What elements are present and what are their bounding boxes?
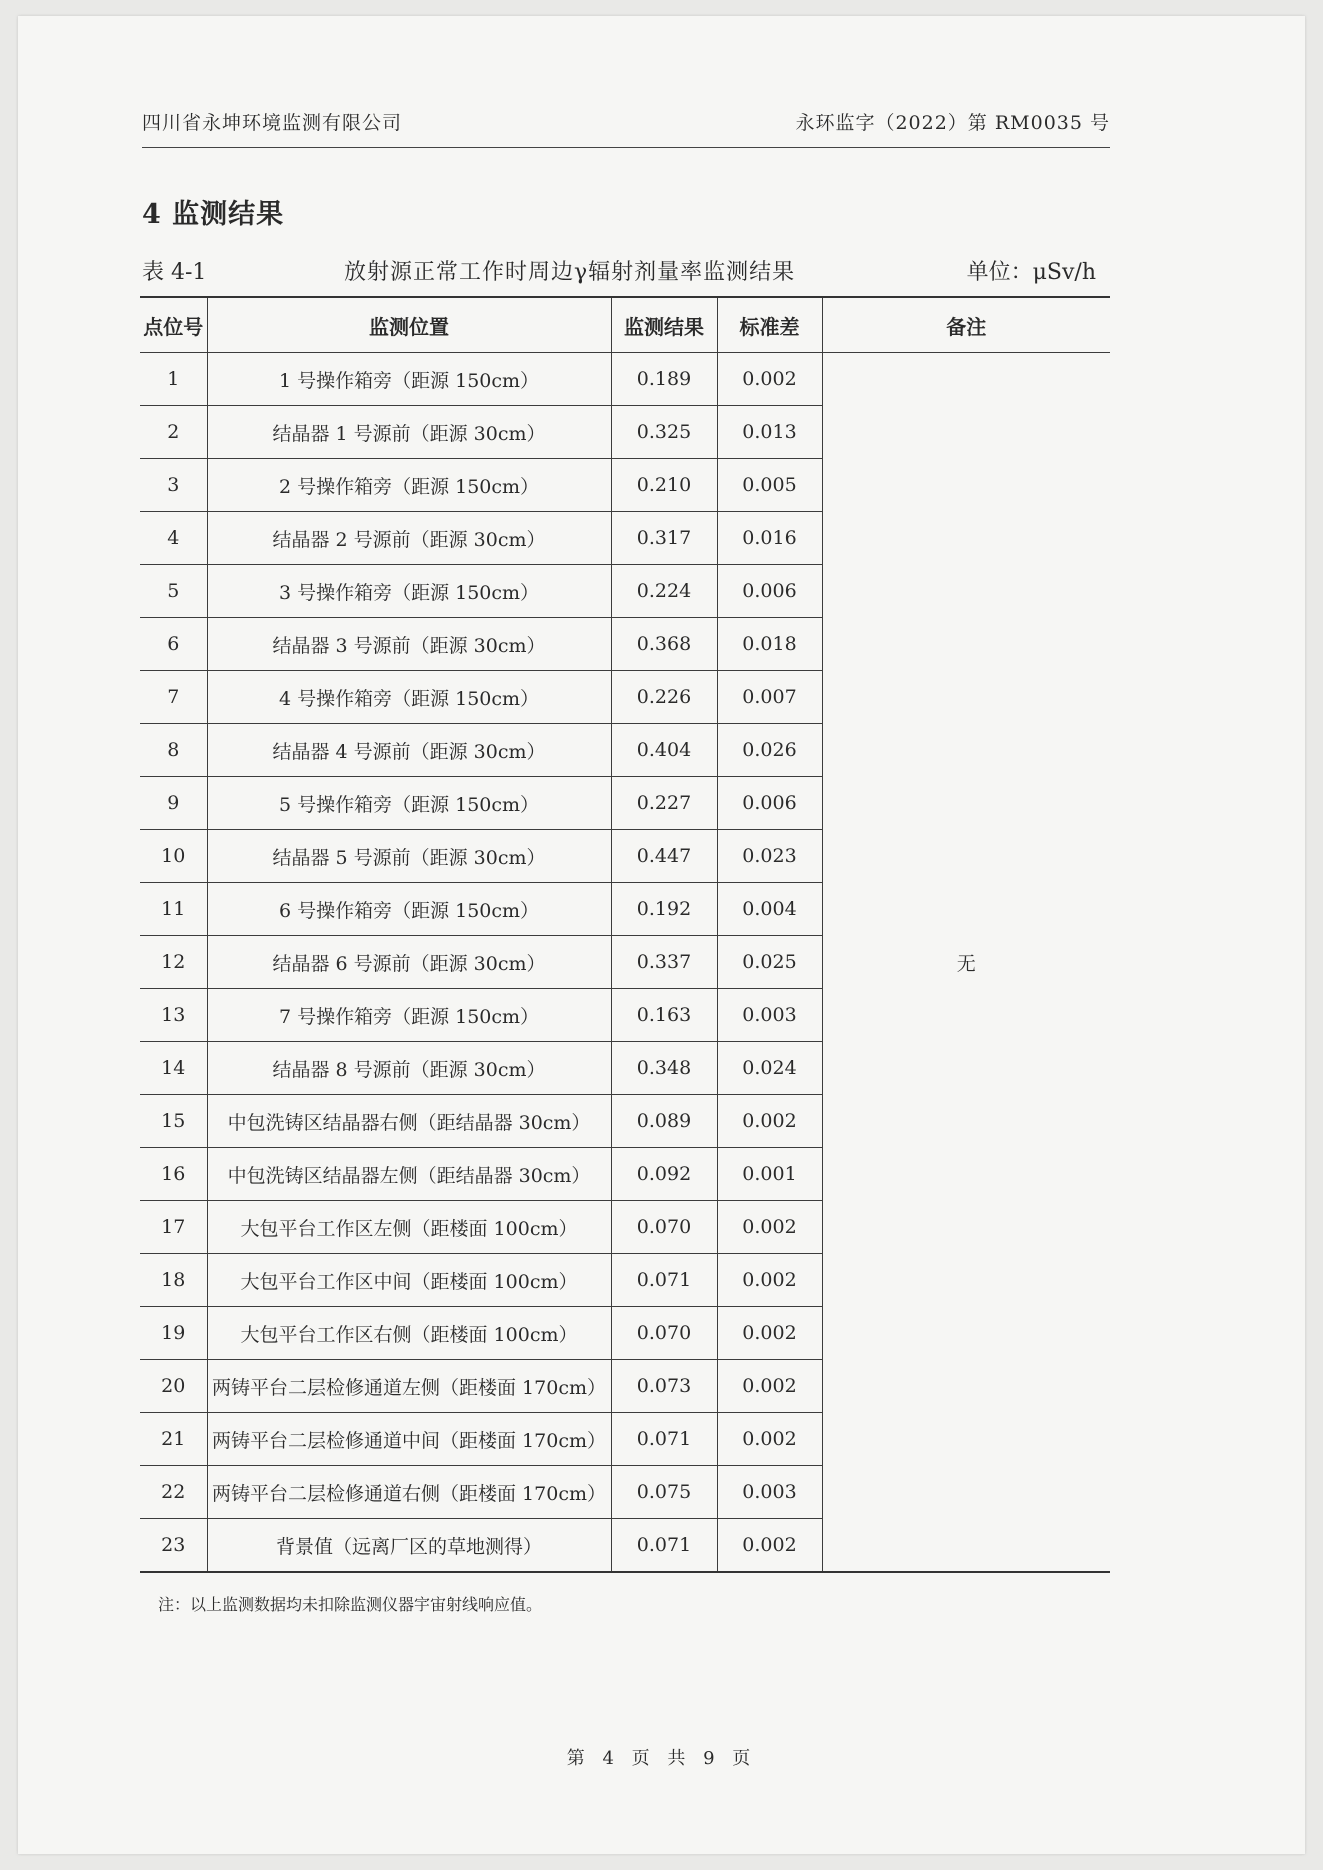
point-no-cell: 21 — [140, 1413, 207, 1466]
result-cell: 0.317 — [611, 512, 717, 565]
location-cell: 大包平台工作区中间（距楼面 100cm） — [207, 1254, 611, 1307]
section-title: 4 监测结果 — [142, 199, 285, 230]
location-cell: 7 号操作箱旁（距源 150cm） — [207, 989, 611, 1042]
point-no-cell: 3 — [140, 459, 207, 512]
location-cell: 结晶器 4 号源前（距源 30cm） — [207, 724, 611, 777]
location-cell: 结晶器 8 号源前（距源 30cm） — [207, 1042, 611, 1095]
point-no-cell: 22 — [140, 1466, 207, 1519]
point-no-cell: 8 — [140, 724, 207, 777]
location-cell: 结晶器 1 号源前（距源 30cm） — [207, 406, 611, 459]
header-result: 监测结果 — [611, 297, 717, 353]
table-header-row — [140, 297, 1110, 353]
point-no-cell: 20 — [140, 1360, 207, 1413]
point-no-cell: 4 — [140, 512, 207, 565]
result-cell: 0.447 — [611, 830, 717, 883]
location-cell: 3 号操作箱旁（距源 150cm） — [207, 565, 611, 618]
location-cell: 5 号操作箱旁（距源 150cm） — [207, 777, 611, 830]
page-header — [142, 108, 1110, 148]
point-no-cell: 12 — [140, 936, 207, 989]
point-no-cell: 5 — [140, 565, 207, 618]
result-cell: 0.227 — [611, 777, 717, 830]
result-cell: 0.189 — [611, 353, 717, 406]
location-cell: 结晶器 3 号源前（距源 30cm） — [207, 618, 611, 671]
result-cell: 0.071 — [611, 1254, 717, 1307]
std-cell: 0.006 — [717, 565, 822, 618]
std-cell: 0.002 — [717, 1307, 822, 1360]
std-cell: 0.002 — [717, 1254, 822, 1307]
point-no-cell: 13 — [140, 989, 207, 1042]
std-cell: 0.002 — [717, 353, 822, 406]
table-title: 放射源正常工作时周边γ辐射剂量率监测结果 — [344, 260, 796, 285]
result-cell: 0.404 — [611, 724, 717, 777]
location-cell: 背景值（远离厂区的草地测得） — [207, 1519, 611, 1573]
point-no-cell: 18 — [140, 1254, 207, 1307]
location-cell: 中包洗铸区结晶器左侧（距结晶器 30cm） — [207, 1148, 611, 1201]
location-cell: 4 号操作箱旁（距源 150cm） — [207, 671, 611, 724]
std-cell: 0.001 — [717, 1148, 822, 1201]
result-cell: 0.368 — [611, 618, 717, 671]
point-no-cell: 17 — [140, 1201, 207, 1254]
result-cell: 0.224 — [611, 565, 717, 618]
std-cell: 0.004 — [717, 883, 822, 936]
std-cell: 0.013 — [717, 406, 822, 459]
location-cell: 两铸平台二层检修通道左侧（距楼面 170cm） — [207, 1360, 611, 1413]
std-cell: 0.006 — [717, 777, 822, 830]
remark-cell: 无 — [822, 353, 1110, 1573]
result-cell: 0.073 — [611, 1360, 717, 1413]
std-cell: 0.003 — [717, 1466, 822, 1519]
std-cell: 0.016 — [717, 512, 822, 565]
result-cell: 0.075 — [611, 1466, 717, 1519]
location-cell: 大包平台工作区右侧（距楼面 100cm） — [207, 1307, 611, 1360]
point-no-cell: 19 — [140, 1307, 207, 1360]
std-cell: 0.018 — [717, 618, 822, 671]
std-cell: 0.002 — [717, 1413, 822, 1466]
location-cell: 两铸平台二层检修通道右侧（距楼面 170cm） — [207, 1466, 611, 1519]
table-note: 注：以上监测数据均未扣除监测仪器宇宙射线响应值。 — [158, 1595, 543, 1614]
document-number: 永环监字（2022）第 RM0035 号 — [795, 112, 1110, 134]
location-cell: 6 号操作箱旁（距源 150cm） — [207, 883, 611, 936]
std-cell: 0.002 — [717, 1095, 822, 1148]
table-label: 表 4-1 — [142, 260, 207, 285]
result-cell: 0.337 — [611, 936, 717, 989]
table-unit: 单位：μSv/h — [966, 260, 1096, 285]
point-no-cell: 9 — [140, 777, 207, 830]
result-cell: 0.348 — [611, 1042, 717, 1095]
table-body — [140, 353, 1110, 1573]
location-cell: 2 号操作箱旁（距源 150cm） — [207, 459, 611, 512]
std-cell: 0.025 — [717, 936, 822, 989]
header-remark: 备注 — [822, 297, 1110, 353]
std-cell: 0.002 — [717, 1519, 822, 1573]
location-cell: 中包洗铸区结晶器右侧（距结晶器 30cm） — [207, 1095, 611, 1148]
result-cell: 0.070 — [611, 1201, 717, 1254]
result-cell: 0.092 — [611, 1148, 717, 1201]
std-cell: 0.002 — [717, 1201, 822, 1254]
location-cell: 结晶器 6 号源前（距源 30cm） — [207, 936, 611, 989]
point-no-cell: 10 — [140, 830, 207, 883]
result-cell: 0.210 — [611, 459, 717, 512]
std-cell: 0.003 — [717, 989, 822, 1042]
result-cell: 0.192 — [611, 883, 717, 936]
std-cell: 0.005 — [717, 459, 822, 512]
page-footer: 第 4 页 共 9 页 — [566, 1748, 757, 1769]
result-cell: 0.089 — [611, 1095, 717, 1148]
result-cell: 0.070 — [611, 1307, 717, 1360]
std-cell: 0.026 — [717, 724, 822, 777]
company-name: 四川省永坤环境监测有限公司 — [142, 112, 403, 134]
point-no-cell: 7 — [140, 671, 207, 724]
point-no-cell: 23 — [140, 1519, 207, 1573]
std-cell: 0.002 — [717, 1360, 822, 1413]
point-no-cell: 11 — [140, 883, 207, 936]
point-no-cell: 16 — [140, 1148, 207, 1201]
point-no-cell: 14 — [140, 1042, 207, 1095]
header-point-no: 点位号 — [140, 297, 207, 353]
location-cell: 结晶器 2 号源前（距源 30cm） — [207, 512, 611, 565]
std-cell: 0.023 — [717, 830, 822, 883]
result-cell: 0.163 — [611, 989, 717, 1042]
std-cell: 0.024 — [717, 1042, 822, 1095]
header-std: 标准差 — [717, 297, 822, 353]
location-cell: 结晶器 5 号源前（距源 30cm） — [207, 830, 611, 883]
std-cell: 0.007 — [717, 671, 822, 724]
point-no-cell: 2 — [140, 406, 207, 459]
header-location: 监测位置 — [207, 297, 611, 353]
table-row — [140, 353, 1110, 406]
result-cell: 0.325 — [611, 406, 717, 459]
point-no-cell: 1 — [140, 353, 207, 406]
result-cell: 0.071 — [611, 1413, 717, 1466]
point-no-cell: 6 — [140, 618, 207, 671]
results-table — [140, 296, 1110, 1573]
location-cell: 大包平台工作区左侧（距楼面 100cm） — [207, 1201, 611, 1254]
location-cell: 1 号操作箱旁（距源 150cm） — [207, 353, 611, 406]
result-cell: 0.226 — [611, 671, 717, 724]
point-no-cell: 15 — [140, 1095, 207, 1148]
location-cell: 两铸平台二层检修通道中间（距楼面 170cm） — [207, 1413, 611, 1466]
result-cell: 0.071 — [611, 1519, 717, 1573]
